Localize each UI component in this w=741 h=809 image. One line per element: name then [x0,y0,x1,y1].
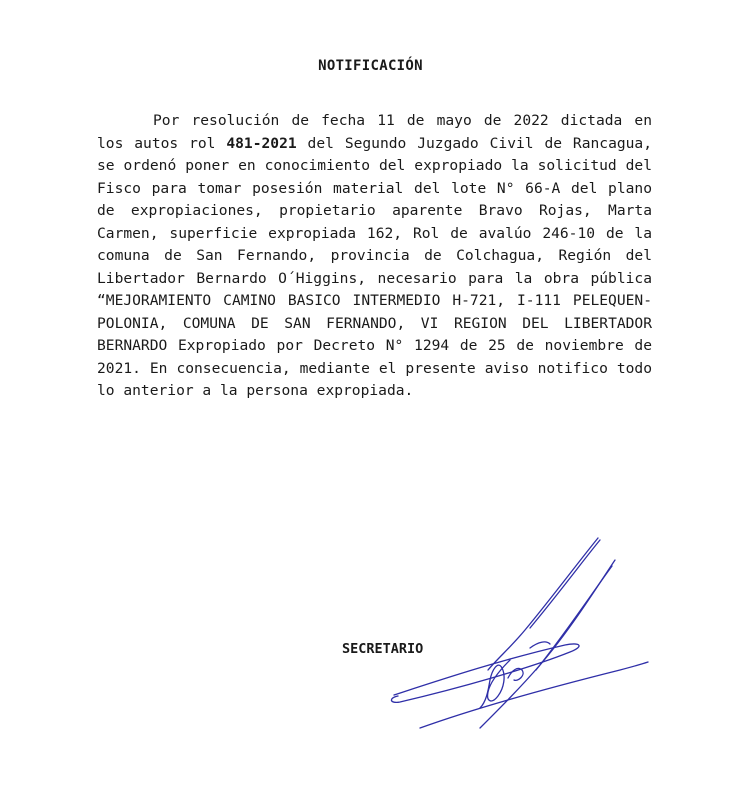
paragraph-part-2: del Segundo Juzgado Civil de Rancagua, se ordenó poner en conocimiento del expropiado la solicitud del Fisco para tomar posesión material del lote N° 66-A del plano de expropiaciones, propietario aparente Bravo Rojas, Marta Carmen, superficie expropiada 162, Rol de avalúo 246-10 de la comuna de San Fernando, provincia de Colchagua, Región del Libertador Bernardo O´Higgins, necesario para la obra pública “MEJORAMIENTO CAMINO BASICO INTERMEDIO H-721, I-111 PELEQUEN-POLONIA, COMUNA DE SAN FERNANDO, VI REGION DEL LIBERTADOR BERNARDO Expropiado por Decreto N° 1294 de 25 de noviembre de 2021. En consecuencia, mediante el presente aviso notifico todo lo anterior a la persona expropiada. [97,134,652,399]
handwritten-signature [380,530,680,750]
document-title: NOTIFICACIÓN [318,58,423,74]
paragraph-part-1: Por resolución de fecha 11 de mayo de 2022 dictada en los autos rol [97,112,652,152]
signer-label: SECRETARIO [342,641,424,657]
notification-paragraph [97,110,652,403]
rol-number: 481-2021 [226,134,297,152]
